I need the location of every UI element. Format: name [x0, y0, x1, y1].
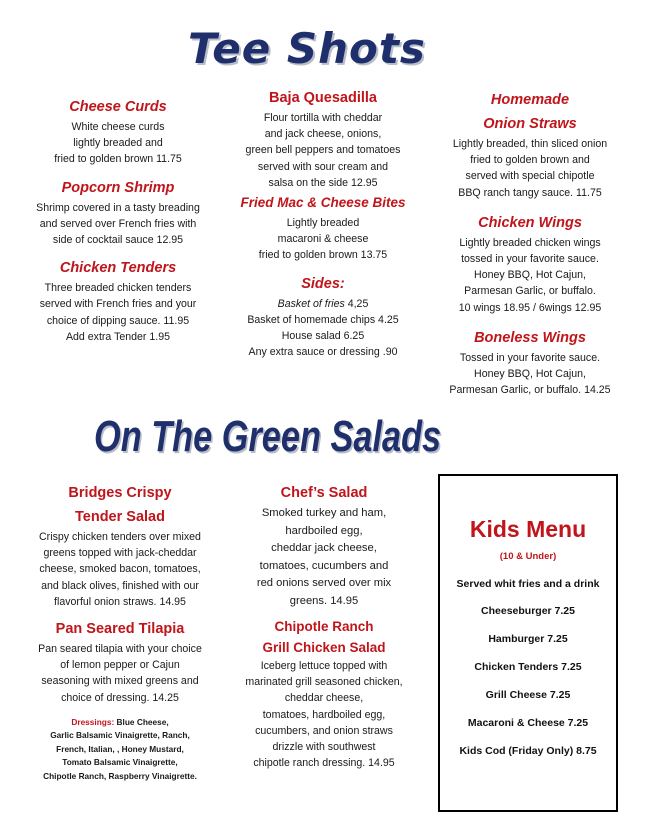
- line: and black olives, finished with our: [41, 579, 199, 592]
- menu-item-chicken-tenders: [22, 256, 214, 345]
- kids-item: Cheeseburger 7.25: [481, 605, 575, 617]
- dressings-label: Dressings:: [71, 716, 115, 727]
- line: Parmesan Garlic, or buffalo.: [464, 285, 596, 298]
- line: White cheese curds: [71, 121, 165, 133]
- dressing-line: Garlic Balsamic Vinaigrette, Ranch,: [50, 730, 190, 741]
- kids-menu-box: [438, 474, 618, 812]
- item-name-2: Grill Chicken Salad: [262, 640, 386, 655]
- menu-item-boneless-wings: [432, 326, 628, 399]
- line: Parmesan Garlic, or buffalo. 14.25: [449, 384, 611, 397]
- basket-fries-label: Basket of fries: [277, 297, 345, 310]
- line: Tossed in your favorite sauce.: [459, 351, 601, 364]
- line: [225, 296, 421, 312]
- menu-item-cheese-curds: [22, 95, 214, 168]
- kids-menu-subtitle: (10 & Under): [499, 551, 557, 562]
- line: lightly breaded and: [73, 137, 163, 150]
- dressing-line: Tomato Balsamic Vinaigrette,: [62, 757, 178, 768]
- item-name: Homemade: [490, 92, 570, 108]
- line: flavorful onion straws. 14.95: [54, 595, 186, 608]
- line: fried to golden brown 11.75: [54, 153, 182, 166]
- dressings-list: [22, 716, 218, 784]
- salads-mid-column: [226, 481, 422, 776]
- line: Pan seared tilapia with your choice: [38, 643, 202, 656]
- line: tomatoes, hardboiled egg,: [262, 708, 386, 721]
- salads-title: On The Green Salads: [94, 412, 442, 461]
- line: Lightly breaded, thin sliced onion: [452, 138, 608, 150]
- line: cheddar jack cheese,: [271, 542, 377, 554]
- line: tossed in your favorite sauce.: [461, 253, 599, 266]
- menu-item-chicken-wings: [432, 211, 628, 316]
- line: drizzle with southwest: [272, 741, 376, 754]
- line: Lightly breaded chicken wings: [459, 236, 601, 249]
- menu-item-onion-straws: [432, 88, 628, 201]
- line: tomatoes, cucumbers and: [259, 559, 389, 572]
- line: Lightly breaded: [286, 217, 360, 230]
- line: greens topped with jack-cheddar: [43, 547, 197, 560]
- line: side of cocktail sauce 12.95: [52, 234, 184, 247]
- line: of lemon pepper or Cajun: [60, 659, 180, 672]
- line: 10 wings 18.95 / 6wings 12.95: [458, 301, 602, 314]
- line: marinated grill seasoned chicken,: [245, 676, 403, 689]
- tee-mid-column: [225, 86, 421, 360]
- menu-item-bridges-crispy-tender-salad: [22, 481, 218, 610]
- line: hardboiled egg,: [285, 524, 363, 537]
- line: salsa on the side 12.95: [268, 176, 378, 189]
- item-name-2: Onion Straws: [483, 116, 577, 132]
- kids-item: Macaroni & Cheese 7.25: [467, 717, 589, 729]
- line: BBQ ranch tangy sauce. 11.75: [458, 186, 602, 199]
- line: Flour tortilla with cheddar: [263, 112, 383, 124]
- line: Iceberg lettuce topped with: [260, 660, 388, 672]
- line: chipotle ranch dressing. 14.95: [253, 757, 395, 770]
- line: served with sour cream and: [257, 160, 389, 173]
- tee-right-column: [432, 88, 628, 403]
- item-name: Fried Mac & Cheese Bites: [240, 195, 406, 211]
- item-name: Cheese Curds: [69, 99, 167, 115]
- line: served with French fries and your: [39, 298, 197, 311]
- dressing: Blue Cheese,: [114, 716, 169, 727]
- kids-item: Grill Cheese 7.25: [485, 689, 571, 701]
- line: seasoning with mixed greens and: [41, 675, 199, 688]
- line: Any extra sauce or dressing .90: [248, 346, 398, 359]
- line: choice of dipping sauce. 11.95: [46, 314, 190, 327]
- item-name: Baja Quesadilla: [269, 90, 377, 106]
- sides-section: [225, 272, 421, 361]
- line: Honey BBQ, Hot Cajun,: [474, 368, 586, 381]
- kids-menu-title: Kids Menu: [469, 516, 587, 542]
- line: Basket of homemade chips 4.25: [247, 313, 399, 326]
- line: Honey BBQ, Hot Cajun,: [474, 269, 586, 282]
- tee-shots-title: Tee Shots: [188, 24, 426, 73]
- basket-fries-price: 4,25: [344, 297, 369, 310]
- item-name: Popcorn Shrimp: [61, 179, 175, 196]
- line: choice of dressing. 14.25: [61, 691, 179, 704]
- line: and served over French fries with: [39, 217, 197, 230]
- line: and jack cheese, onions,: [264, 128, 382, 141]
- dressing-line: Chipotle Ranch, Raspberry Vinaigrette.: [43, 770, 197, 781]
- kids-item: Hamburger 7.25: [488, 633, 568, 645]
- menu-item-chefs-salad: [226, 481, 422, 610]
- item-name: Pan Seared Tilapia: [55, 621, 185, 638]
- line: Crispy chicken tenders over mixed: [39, 531, 201, 543]
- line: cheddar cheese,: [284, 692, 364, 705]
- line: fried to golden brown and: [470, 154, 590, 167]
- salads-left-column: [22, 481, 218, 783]
- dressings-first-line: [22, 716, 218, 730]
- line: House salad 6.25: [281, 330, 365, 343]
- line: Smoked turkey and ham,: [261, 507, 387, 519]
- menu-item-popcorn-shrimp: [22, 176, 214, 249]
- item-name: Chipotle Ranch: [274, 619, 374, 634]
- kids-menu-note: Served whit fries and a drink: [456, 578, 600, 590]
- line: Three breaded chicken tenders: [44, 282, 192, 295]
- line: red onions served over mix: [256, 577, 392, 589]
- line: fried to golden brown 13.75: [258, 249, 388, 262]
- menu-item-fried-mac: [225, 191, 421, 264]
- dressing-line: French, Italian, , Honey Mustard,: [56, 743, 184, 754]
- line: cucumbers, and onion straws: [255, 724, 393, 737]
- item-name: Chicken Wings: [478, 214, 582, 231]
- menu-item-pan-seared-tilapia: [22, 617, 218, 706]
- item-name: Boneless Wings: [474, 329, 586, 346]
- kids-item: Chicken Tenders 7.25: [474, 661, 582, 673]
- menu-item-chipotle-ranch-salad: [226, 616, 422, 771]
- item-name: Chicken Tenders: [59, 260, 177, 277]
- menu-item-baja-quesadilla: [225, 86, 421, 191]
- line: green bell peppers and tomatoes: [245, 144, 401, 157]
- item-name: Bridges Crispy: [68, 485, 172, 501]
- line: served with special chipotle: [465, 170, 595, 183]
- sides-heading: Sides:: [301, 275, 345, 292]
- item-name: Chef’s Salad: [280, 485, 368, 501]
- kids-item: Kids Cod (Friday Only) 8.75: [459, 745, 597, 757]
- item-name-2: Tender Salad: [75, 509, 165, 525]
- tee-left-column: [22, 95, 214, 350]
- line: cheese, smoked bacon, tomatoes,: [39, 563, 201, 576]
- line: macaroni & cheese: [277, 233, 369, 246]
- line: greens. 14.95: [289, 594, 359, 607]
- line: Shrimp covered in a tasty breading: [36, 201, 200, 214]
- line: Add extra Tender 1.95: [65, 330, 171, 343]
